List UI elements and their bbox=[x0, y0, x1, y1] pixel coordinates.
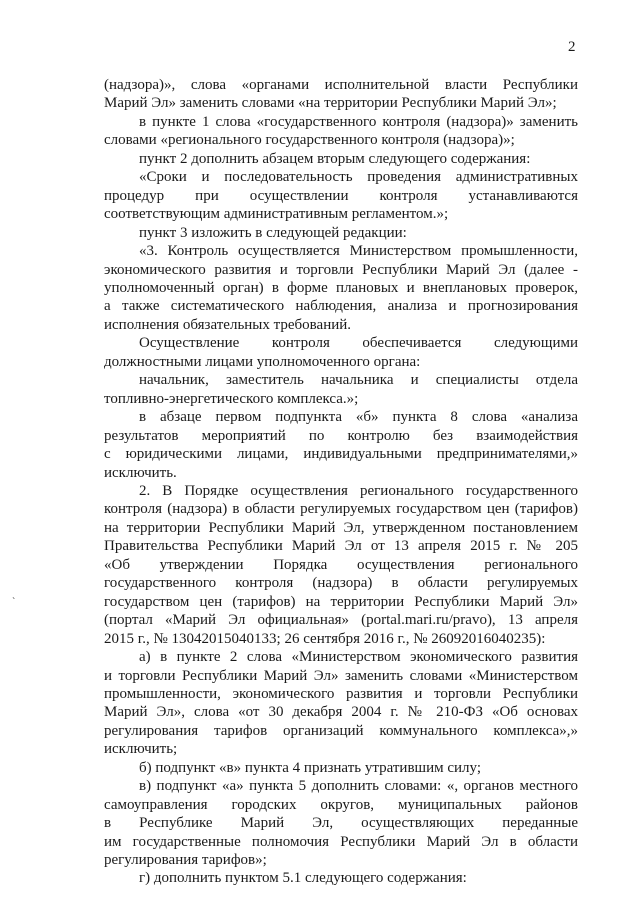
text-line: а также систематического наблюдения, анализа и прогнозирования bbox=[104, 298, 578, 315]
text-line: б) подпункт «в» пункта 4 признать утратившим силу; bbox=[139, 759, 481, 776]
text-line: регулирования тарифов организаций коммунального комплекса»,» bbox=[104, 722, 578, 739]
text-line: топливно-энергетического комплекса.»; bbox=[104, 390, 359, 407]
text-line: пункт 2 дополнить абзацем вторым следующего содержания: bbox=[139, 150, 531, 167]
paragraph bbox=[104, 482, 578, 648]
text-line: с юридическими лицами, индивидуальными предпринимателями,» bbox=[104, 446, 578, 463]
text-line: в пункте 1 слова «государственного контроля (надзора)» заменить bbox=[139, 113, 578, 130]
text-line: государством цен (тарифов) на территории Республики Марий Эл» bbox=[104, 593, 578, 610]
paragraph bbox=[104, 869, 578, 887]
text-line: государственного контроля (надзора) в области регулируемых bbox=[104, 575, 578, 592]
paragraph bbox=[104, 334, 578, 371]
text-line: «Об утверждении Порядка осуществления регионального bbox=[104, 556, 578, 573]
text-line: контроля (надзора) в области регулируемых государством цен (тарифов) bbox=[104, 501, 578, 518]
text-line: и торговли Республики Марий Эл» заменить словами «Министерством bbox=[104, 667, 578, 684]
text-line: исполнения обязательных требований. bbox=[104, 316, 352, 333]
text-line: экономического развития и торговли Республики Марий Эл (далее - bbox=[104, 261, 578, 278]
text-line: процедур при осуществлении контроля устанавливаются bbox=[104, 187, 578, 204]
text-line: самоуправления городских округов, муниципальных районов bbox=[104, 796, 578, 813]
text-line: «3. Контроль осуществляется Министерством промышленности, bbox=[139, 243, 578, 260]
paragraph bbox=[104, 113, 578, 150]
text-line: уполномоченный орган) в форме плановых и внеплановых проверок, bbox=[104, 279, 578, 296]
paragraph bbox=[104, 759, 578, 777]
text-line: промышленности, экономического развития и торговли Республики bbox=[104, 685, 578, 702]
text-line: Марий Эл» заменить словами «на территории Республики Марий Эл»; bbox=[104, 95, 557, 112]
text-line: словами «регионального государственного контроля (надзора)»; bbox=[104, 132, 515, 149]
text-line: на территории Республики Марий Эл, утвержденном постановлением bbox=[104, 519, 578, 536]
text-line: исключить. bbox=[104, 464, 177, 481]
text-line: им государственные полномочия Республики Марий Эл в области bbox=[104, 833, 578, 850]
text-line: в) подпункт «а» пункта 5 дополнить словами: «, органов местного bbox=[139, 778, 578, 795]
text-line: соответствующим административным регламентом.»; bbox=[104, 206, 449, 223]
paragraph bbox=[104, 371, 578, 408]
margin-mark: ` bbox=[12, 597, 16, 608]
text-line: в Республике Марий Эл, осуществляющих переданные bbox=[104, 815, 578, 832]
text-line: исключить; bbox=[104, 741, 178, 758]
text-line: начальник, заместитель начальника и специалисты отдела bbox=[139, 372, 578, 389]
text-line: 2. В Порядке осуществления регионального государственного bbox=[139, 482, 578, 499]
text-line: «Сроки и последовательность проведения административных bbox=[139, 169, 578, 186]
paragraph bbox=[104, 408, 578, 482]
paragraph bbox=[104, 76, 578, 113]
paragraph bbox=[104, 168, 578, 223]
text-line: г) дополнить пунктом 5.1 следующего содержания: bbox=[139, 870, 467, 887]
paragraph bbox=[104, 224, 578, 242]
paragraph bbox=[104, 777, 578, 869]
page-number: 2 bbox=[568, 39, 576, 55]
text-line: должностными лицами уполномоченного органа: bbox=[104, 353, 421, 370]
text-line: в абзаце первом подпункта «б» пункта 8 слова «анализа bbox=[139, 409, 578, 426]
paragraph bbox=[104, 648, 578, 759]
text-line: регулирования тарифов»; bbox=[104, 852, 267, 869]
text-line: (надзора)», слова «органами исполнительной власти Республики bbox=[104, 77, 578, 93]
paragraph bbox=[104, 242, 578, 334]
text-line: 2015 г., № 13042015040133; 26 сентября 2016 г., № 26092016040235): bbox=[104, 630, 546, 647]
text-line: Марий Эл», слова «от 30 декабря 2004 г. № 210-ФЗ «Об основах bbox=[104, 704, 578, 721]
document-body bbox=[104, 76, 578, 888]
text-line: (портал «Марий Эл официальная» (portal.mari.ru/pravo), 13 апреля bbox=[104, 612, 578, 629]
text-line: Осуществление контроля обеспечивается следующими bbox=[139, 335, 578, 352]
paragraph bbox=[104, 150, 578, 168]
text-line: а) в пункте 2 слова «Министерством экономического развития bbox=[139, 649, 578, 666]
text-line: результатов мероприятий по контролю без взаимодействия bbox=[104, 427, 578, 444]
text-line: Правительства Республики Марий Эл от 13 апреля 2015 г. № 205 bbox=[104, 538, 578, 555]
text-line: пункт 3 изложить в следующей редакции: bbox=[139, 224, 407, 241]
